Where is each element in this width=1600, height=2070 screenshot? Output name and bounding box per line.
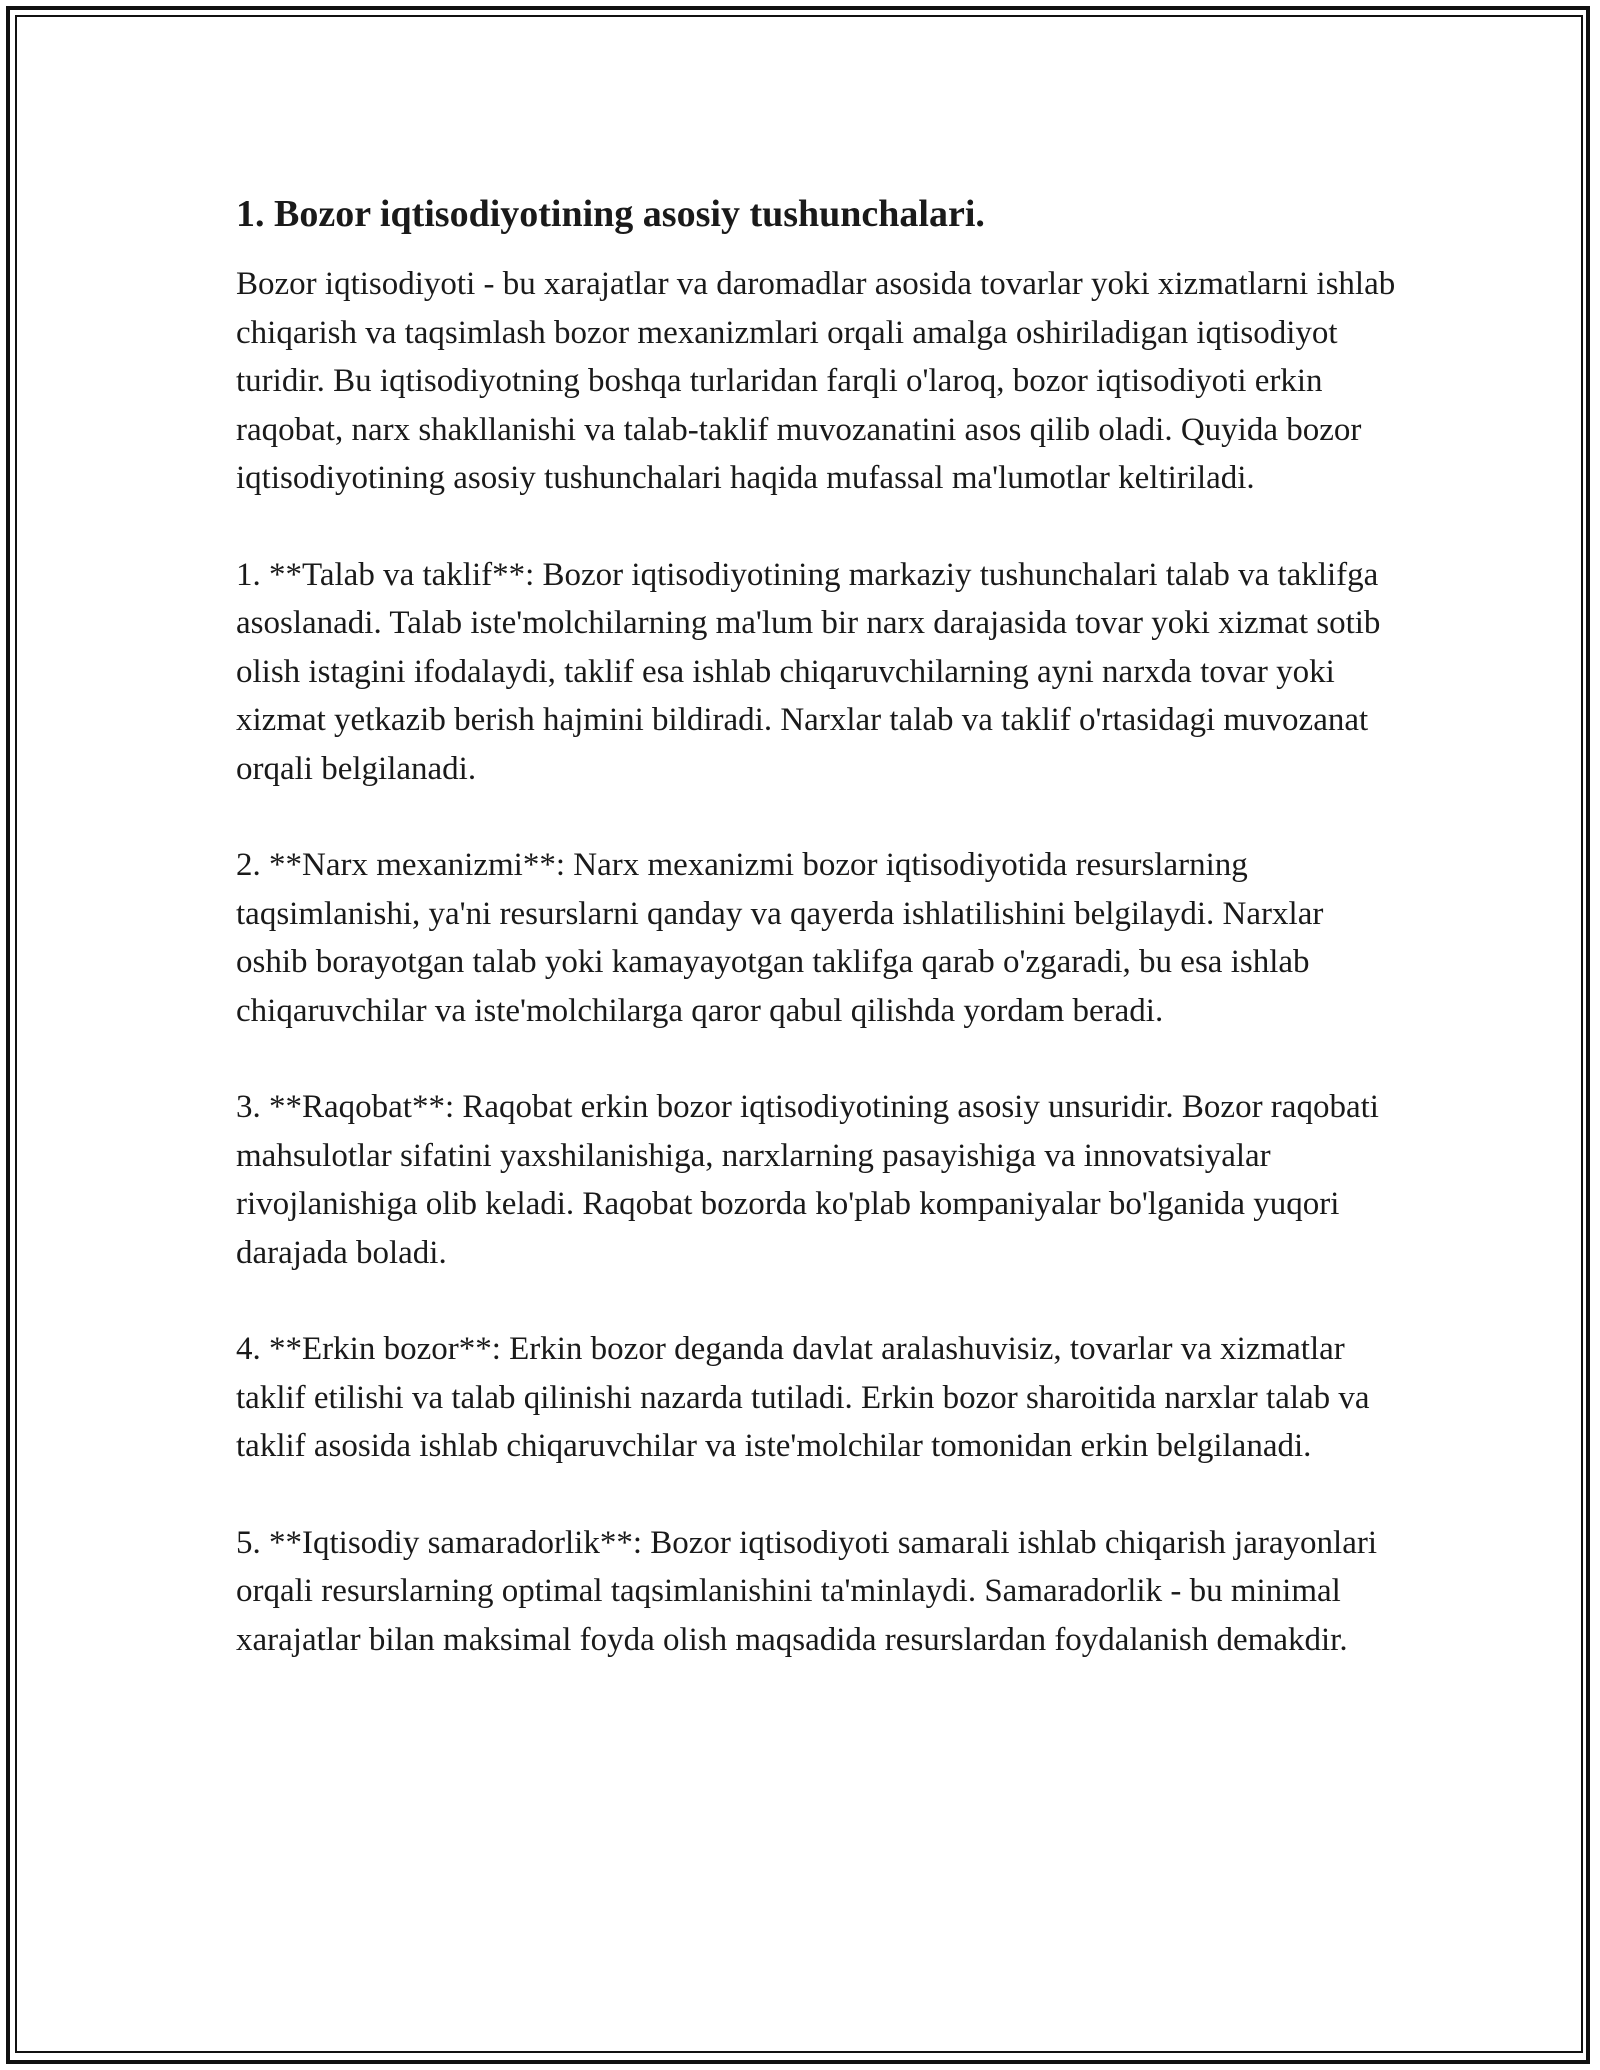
section-talab-taklif: 1. **Talab va taklif**: Bozor iqtisodiyotining markaziy tushunchalari talab va taklifga asoslanadi. Talab iste'molchilarning ma'lum bir narx darajasida tovar yoki xizmat sotib olish istagini ifodalaydi, taklif esa ishlab chiqaruvchilarning ayni narxda tovar yoki xizmat yetkazib berish hajmini bildiradi. Narxlar talab va taklif o'rtasidagi muvozanat orqali belgilanadi. xyxy=(236,556,1381,787)
section-narx-mexanizmi: 2. **Narx mexanizmi**: Narx mexanizmi bozor iqtisodiyotida resurslarning taqsimlanishi, ya'ni resurslarni qanday va qayerda ishlatilishini belgilaydi. Narxlar oshib borayotgan talab yoki kamayayotgan taklifga qarab o'zgaradi, bu esa ishlab chiqaruvchilar va iste'molchilarga qaror qabul qilishda yordam beradi. xyxy=(236,847,1324,1029)
document-body xyxy=(236,186,1396,1712)
section-iqtisodiy-samaradorlik: 5. **Iqtisodiy samaradorlik**: Bozor iqtisodiyoti samarali ishlab chiqarish jarayonlari orqali resurslarning optimal taqsimlanishini ta'minlaydi. Samaradorlik - bu minimal xarajatlar bilan maksimal foyda olish maqsadida resurslardan foydalanish demakdir. xyxy=(236,1524,1378,1658)
intro-paragraph: Bozor iqtisodiyoti - bu xarajatlar va daromadlar asosida tovarlar yoki xizmatlarni ishlab chiqarish va taqsimlash bozor mexanizmlari orqali amalga oshiriladigan iqtisodiyot turidir. Bu iqtisodiyotning boshqa turlaridan farqli o'laroq, bozor iqtisodiyoti erkin raqobat, narx shakllanishi va talab-taklif muvozanatini asos qilib oladi. Quyida bozor iqtisodiyotining asosiy tushunchalari haqida mufassal ma'lumotlar keltiriladi. xyxy=(236,266,1396,496)
section-raqobat: 3. **Raqobat**: Raqobat erkin bozor iqtisodiyotining asosiy unsuridir. Bozor raqobati mahsulotlar sifatini yaxshilanishiga, narxlarning pasayishiga va innovatsiyalar rivojlanishiga olib keladi. Raqobat bozorda ko'plab kompaniyalar bo'lganida yuqori darajada boladi. xyxy=(236,1089,1379,1271)
document-title: 1. Bozor iqtisodiyotining asosiy tushunchalari. xyxy=(236,193,985,235)
section-erkin-bozor: 4. **Erkin bozor**: Erkin bozor deganda davlat aralashuvisiz, tovarlar va xizmatlar taklif etilishi va talab qilinishi nazarda tutiladi. Erkin bozor sharoitida narxlar talab va taklif asosida ishlab chiqaruvchilar va iste'molchilar tomonidan erkin belgilanadi. xyxy=(236,1331,1370,1464)
